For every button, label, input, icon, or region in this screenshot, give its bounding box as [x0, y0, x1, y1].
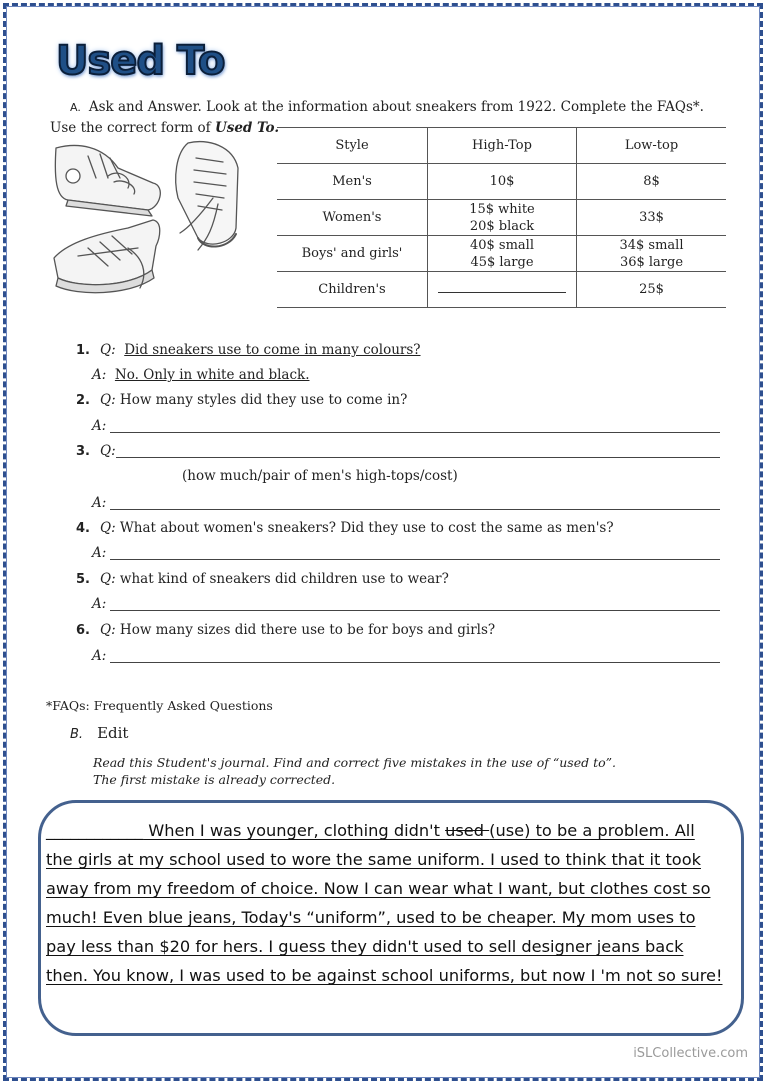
sneakers-price-table [277, 127, 726, 308]
cell-low-top: 25$ [577, 272, 727, 308]
section-a-letter: A. [70, 101, 81, 114]
blank-line [438, 282, 566, 293]
question-1: 1. Q: Did sneakers use to come in many colours? [76, 342, 421, 358]
table-row [277, 164, 726, 200]
answer-3-label: A: [92, 495, 107, 511]
section-b-instruction: Read this Student's journal. Find and correct five mistakes in the use of “used to”. The first mistake is already corrected. [93, 755, 616, 787]
question-3: 3. Q: [76, 443, 116, 459]
cell-style: Boys' and girls' [277, 236, 428, 272]
cell-style: Children's [277, 272, 428, 308]
question-text: How many styles did they use to come in? [119, 392, 408, 408]
answer-6-label: A: [92, 648, 107, 664]
cell-high-top: 10$ [428, 164, 577, 200]
section-b-heading: B. Edit [70, 724, 129, 742]
question-3-hint: (how much/pair of men's high-tops/cost) [182, 468, 458, 484]
journal-text: ____________ When I was younger, clothing didn't used (use) to be a problem. All the girls at my school used to wore the same uniform. I used to think that it took away from my freedom of choice. Now I can wear what I want, but clothes cost so much! Even blue jeans, Today's “uniform”, used to be cheaper. My mom uses to pay less than $20 for hers. I guess they didn't used to sell designer jeans back then. You know, I was used to be against school uniforms, but now I 'm not so sure! [46, 821, 723, 985]
cell-style: Women's [277, 200, 428, 236]
answer-2-label: A: [92, 418, 107, 434]
table-row [277, 200, 726, 236]
cell-high-top-blank [428, 272, 577, 308]
answer-3-input[interactable] [110, 509, 720, 510]
answer-6-input[interactable] [110, 662, 720, 663]
question-text: Did sneakers use to come in many colours? [124, 342, 421, 358]
question-5: 5. Q: what kind of sneakers did children use to wear? [76, 571, 449, 587]
table-row [277, 272, 726, 308]
answer-5-input[interactable] [110, 610, 720, 611]
question-text: How many sizes did there use to be for boys and girls? [119, 622, 496, 638]
answer-1: A: No. Only in white and black. [92, 367, 310, 383]
section-b-letter: B. [70, 727, 84, 742]
section-a-instruction-2: Use the correct form of Used To. [50, 120, 280, 136]
faq-footnote: *FAQs: Frequently Asked Questions [46, 698, 273, 713]
question-4: 4. Q: What about women's sneakers? Did they use to cost the same as men's? [76, 520, 614, 536]
sneakers-illustration [48, 138, 260, 298]
header-low-top: Low-top [577, 128, 727, 164]
cell-low-top: 33$ [577, 200, 727, 236]
cell-low-top: 8$ [577, 164, 727, 200]
cell-high-top: 40$ small 45$ large [428, 236, 577, 272]
answer-4-input[interactable] [110, 559, 720, 560]
question-3-input[interactable] [116, 457, 720, 458]
cell-high-top: 15$ white 20$ black [428, 200, 577, 236]
answer-5-label: A: [92, 596, 107, 612]
watermark: iSLCollective.com [633, 1046, 748, 1061]
header-high-top: High-Top [428, 128, 577, 164]
header-style: Style [277, 128, 428, 164]
cell-low-top: 34$ small 36$ large [577, 236, 727, 272]
section-a-instruction: A. Ask and Answer. Look at the information about sneakers from 1922. Complete the FAQs*. [70, 99, 704, 115]
page-title: Used To [56, 38, 225, 84]
table-header-row [277, 128, 726, 164]
question-text: What about women's sneakers? Did they use to cost the same as men's? [119, 520, 614, 536]
question-2: 2. Q: How many styles did they use to come in? [76, 392, 408, 408]
answer-2-input[interactable] [110, 432, 720, 433]
cell-style: Men's [277, 164, 428, 200]
question-text: what kind of sneakers did children use to wear? [119, 571, 449, 587]
answer-text: No. Only in white and black. [114, 367, 310, 383]
question-6: 6. Q: How many sizes did there use to be for boys and girls? [76, 622, 496, 638]
struck-word: used [445, 821, 490, 840]
answer-4-label: A: [92, 545, 107, 561]
table-row [277, 236, 726, 272]
